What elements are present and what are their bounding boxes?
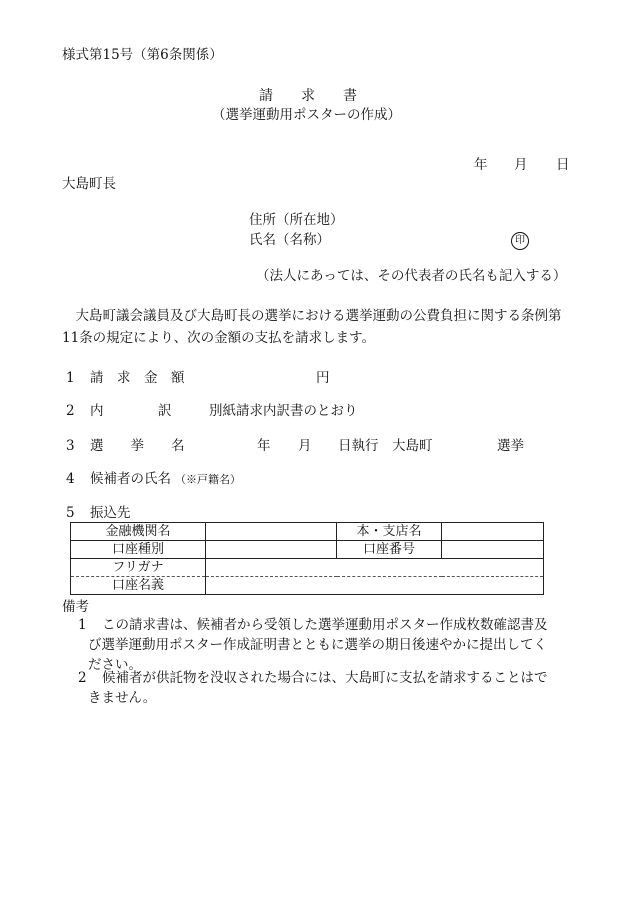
- item-1-number: 1: [66, 370, 75, 386]
- item-1-label: 請 求 金 額: [90, 370, 185, 386]
- branch-value: [442, 523, 544, 541]
- account-number-value: [442, 541, 544, 559]
- account-type-value: [206, 541, 337, 559]
- furigana-value: [206, 559, 544, 577]
- item-3-date: 日執行 大島町: [338, 438, 433, 454]
- address-label: 住所（所在地）: [249, 212, 344, 228]
- form-number: 様式第15号（第6条関係）: [62, 47, 223, 63]
- document-title: 請 求 書: [259, 88, 357, 104]
- date-day: 日: [556, 157, 570, 173]
- branch-label: 本・支店名: [337, 523, 442, 541]
- item-2-label: 内: [90, 403, 104, 419]
- account-type-label: 口座種別: [71, 541, 206, 559]
- account-name-value: [206, 577, 544, 595]
- remarks-heading: 備考: [62, 599, 89, 615]
- table-row: [71, 577, 544, 595]
- date-month: 月: [514, 157, 528, 173]
- table-row: [71, 523, 544, 541]
- item-2-number: 2: [66, 403, 75, 419]
- name-label: 氏名（名称）: [249, 232, 330, 248]
- item-5-label: 振込先: [90, 505, 131, 521]
- item-5-number: 5: [66, 505, 75, 521]
- table-row: [71, 559, 544, 577]
- item-3-label: 選 挙 名: [90, 438, 185, 454]
- request-body-text: 大島町議会議員及び大島町長の選挙における選挙運動の公費負担に関する条例第11条の規定により、次の金額の支払を請求します。: [62, 308, 562, 346]
- item-1-unit: 円: [316, 370, 330, 386]
- remark-1-number: 1: [78, 617, 87, 633]
- item-3-suffix: 選挙: [497, 438, 524, 454]
- table-row: [71, 541, 544, 559]
- account-name-label: 口座名義: [71, 577, 206, 595]
- item-2-label-2: 訳: [158, 403, 172, 419]
- institution-label: 金融機関名: [71, 523, 206, 541]
- addressee: 大島町長: [62, 176, 116, 192]
- remark-2-text: 候補者が供託物を没収された場合には、大島町に支払を請求することはできません。: [88, 670, 548, 706]
- remark-1-text: この請求書は、候補者から受領した選挙運動用ポスター作成枚数確認書及び選挙運動用ポスター作成証明書とともに選挙の期日後速やかに提出してください。: [88, 617, 548, 673]
- corporate-note: （法人にあっては、その代表者の氏名も記入する）: [256, 268, 567, 284]
- bank-transfer-table: [70, 522, 544, 595]
- date-year: 年: [474, 157, 488, 173]
- item-4-label: 候補者の氏名: [90, 471, 171, 487]
- remark-2-number: 2: [78, 670, 87, 686]
- account-number-label: 口座番号: [337, 541, 442, 559]
- seal-mark: 印: [511, 232, 529, 250]
- item-2-value: 別紙請求内訳書のとおり: [209, 403, 358, 419]
- item-3-number: 3: [66, 438, 75, 454]
- institution-value: [206, 523, 337, 541]
- furigana-label: フリガナ: [71, 559, 206, 577]
- item-3-year: 年: [257, 438, 271, 454]
- item-3-month: 月: [298, 438, 312, 454]
- item-4-note: （※戸籍名）: [175, 473, 241, 486]
- item-4-number: 4: [66, 471, 75, 487]
- document-subtitle: （選挙運動用ポスターの作成）: [212, 107, 401, 123]
